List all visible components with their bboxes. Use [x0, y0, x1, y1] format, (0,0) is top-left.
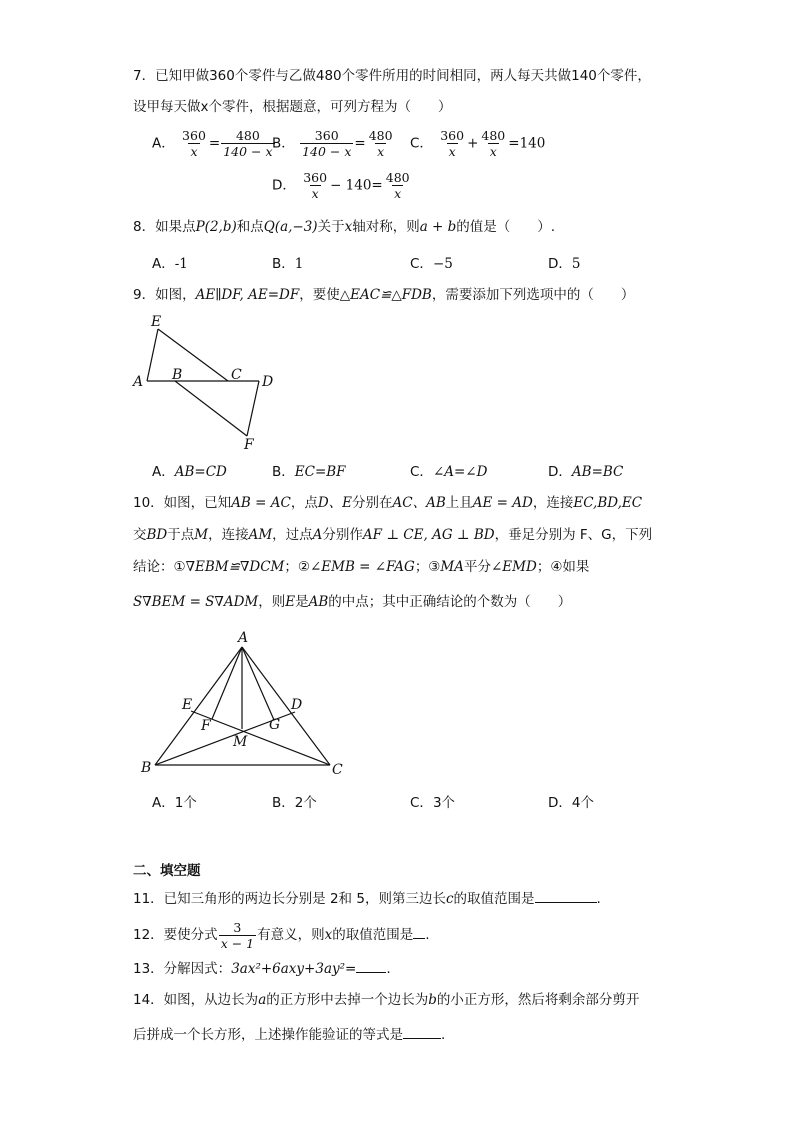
fraction: $\frac{3}{x - 1}$ [220, 919, 255, 951]
q9-option-c: C．∠A=∠D [410, 464, 488, 480]
label-d: D [291, 697, 303, 713]
q7-line-1: 7．已知甲做360个零件与乙做480个零件所用的时间相同，两人每天共做140个零件， [133, 68, 651, 84]
answer-blank[interactable] [535, 888, 597, 903]
q10-option-b: B．2个 [272, 795, 317, 811]
q7-option-c: C． $\frac{360}{x}$ + $\frac{480}{x}$ =140 [410, 128, 546, 159]
option-label: D． [272, 177, 296, 194]
option-label: A． [152, 135, 175, 152]
fraction: $\frac{480}{x}$ [385, 170, 410, 201]
q9-figure [130, 308, 280, 453]
label-c: C [332, 762, 343, 778]
label-m: M [233, 734, 248, 750]
q8-option-d: D．5 [548, 256, 581, 272]
q7-line-2: 设甲每天做x个零件，根据题意，可列方程为（ ） [133, 99, 452, 115]
q7-option-a: A． $\frac{360}{x}$ = $\frac{480}{140 - x}$ [152, 128, 273, 159]
label-f: F [201, 718, 211, 734]
q10-line-2: 交BD于点M，连接AM，过点A分别作AF ⊥ CE, AG ⊥ BD，垂足分别为 F、G，下列 [133, 527, 653, 543]
q10-option-c: C．3个 [410, 795, 456, 811]
label-a: A [238, 630, 249, 646]
fraction: $\frac{360}{140 - x}$ [302, 128, 352, 159]
label-g: G [269, 717, 281, 733]
q9-option-a: A．AB=CD [152, 464, 227, 480]
answer-blank[interactable] [356, 958, 386, 973]
label-e: E [151, 314, 162, 330]
fraction: $\frac{360}{x}$ [182, 128, 206, 159]
section-heading: 二、填空题 [133, 863, 201, 879]
q12-stem: 12．要使分式 $\frac{3}{x - 1}$ 有意义，则x的取值范围是 . [133, 919, 430, 951]
q10-option-d: D．4个 [548, 795, 594, 811]
answer-blank[interactable] [403, 1024, 441, 1039]
label-e: E [182, 697, 193, 713]
q10-line-4: S∇BEM = S∇ADM，则E是AB的中点；其中正确结论的个数为（ ） [133, 594, 572, 610]
q8-option-b: B．1 [272, 256, 304, 272]
fraction: $\frac{480}{140 - x}$ [223, 128, 273, 159]
label-a: A [133, 374, 144, 390]
label-d: D [262, 374, 274, 390]
q9-option-b: B．EC=BF [272, 464, 346, 480]
q11-stem: 11．已知三角形的两边长分别是 2和 5，则第三边长c的取值范围是 . [133, 888, 601, 909]
q10-line-1: 10．如图，已知AB = AC，点D、E分别在AC、AB上且AE = AD，连接EC,BD,EC [133, 495, 643, 511]
q14-line-1: 14．如图，从边长为a的正方形中去掉一个边长为b的小正方形，然后将剩余部分剪开 [133, 992, 640, 1008]
q13-stem: 13．分解因式：3ax²+6axy+3ay²= . [133, 958, 391, 979]
fraction: $\frac{360}{x}$ [303, 170, 328, 201]
segment-af [212, 647, 242, 719]
segment-bf [175, 381, 247, 436]
q8-stem: 8．如果点P(2,b)和点Q(a,−3)关于x轴对称，则a + b的值是（ ）. [133, 219, 556, 235]
q8-option-a: A．-1 [152, 256, 188, 272]
q7-option-d: D． $\frac{360}{x}$ − 140= $\frac{480}{x}$ [272, 170, 410, 201]
q7-option-b: B． $\frac{360}{140 - x}$ = $\frac{480}{x}$ [272, 128, 393, 159]
segment-ab [155, 647, 242, 765]
q9-stem: 9．如图，AE∥DF, AE=DF，要使△EAC≌△FDB，需要添加下列选项中的（ ） [133, 287, 635, 303]
option-label: C． [410, 135, 433, 152]
option-label: B． [272, 135, 295, 152]
q10-figure [135, 625, 350, 780]
label-c: C [231, 367, 242, 383]
q9-option-d: D．AB=BC [548, 464, 624, 480]
segment-ec [158, 329, 228, 381]
fraction: $\frac{360}{x}$ [440, 128, 465, 159]
fraction: $\frac{480}{x}$ [481, 128, 506, 159]
segment-df [247, 381, 259, 436]
q14-line-2: 后拼成一个长方形，上述操作能验证的等式是 . [133, 1024, 445, 1045]
q8-option-c: C．−5 [410, 256, 453, 272]
q10-option-a: A．1个 [152, 795, 197, 811]
segment-ae [147, 329, 158, 381]
fraction: $\frac{480}{x}$ [368, 128, 393, 159]
label-b: B [141, 760, 152, 776]
answer-blank[interactable] [413, 924, 425, 939]
q10-line-3: 结论：①∇EBM≌∇DCM；②∠EMB = ∠FAG；③MA平分∠EMD；④如果 [133, 559, 590, 575]
label-b: B [172, 367, 183, 383]
label-f: F [244, 437, 254, 453]
